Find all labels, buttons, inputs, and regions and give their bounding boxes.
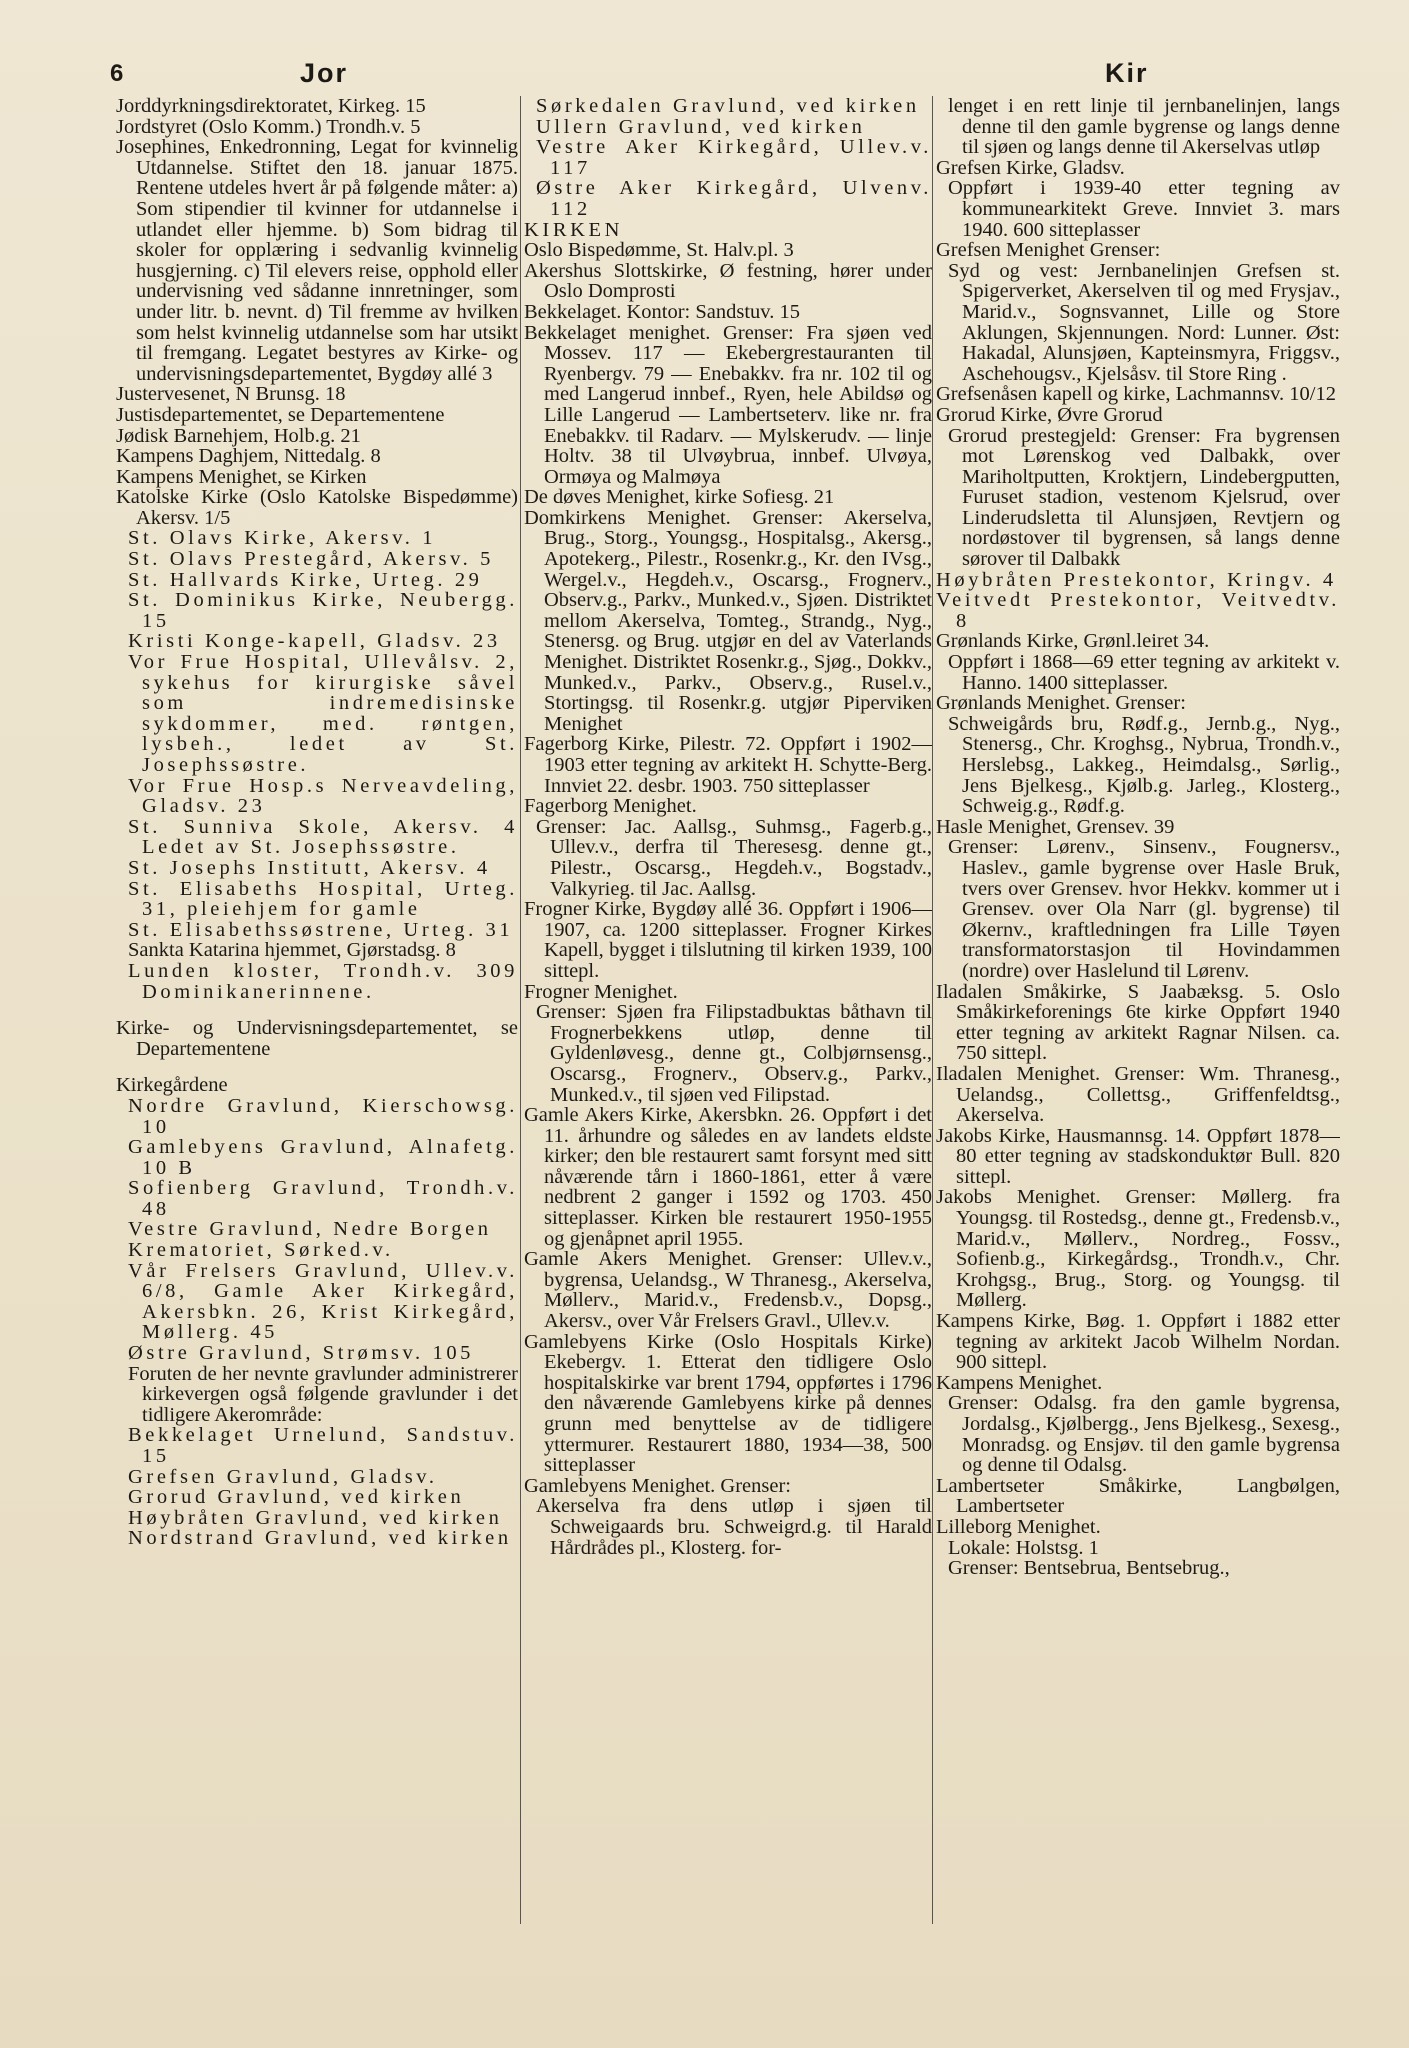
directory-entry: Akerselva fra dens utløp i sjøen til Schweigaards bru. Schweigrd.g. til Harald Hårdrådes pl., Klosterg. for- — [536, 1495, 932, 1559]
directory-entry: St. Elisabeths Hospital, Urteg. 31, pleiehjem for gamle — [128, 877, 518, 921]
directory-entry: Grefsen Gravlund, Gladsv. — [128, 1465, 438, 1488]
directory-entry: Schweigårds bru, Rødf.g., Jernb.g., Nyg., Stenersg., Chr. Kroghsg., Nybrua, Trondh.v., Herslebsg., Lakkeg., Heimdalsg., Sørlig., Jens Bjelkesg., Kjølb.g. Jarleg., Klosterg., Schweig.g., Rødf.g. — [948, 712, 1340, 818]
directory-entry: Oppført i 1868—69 etter tegning av arkitekt v. Hanno. 1400 sitteplasser. — [948, 651, 1340, 694]
directory-entry: Vor Frue Hosp.s Nerveavdeling, Gladsv. 23 — [128, 774, 518, 818]
directory-entry: De døves Menighet, kirke Sofiesg. 21 — [524, 486, 835, 509]
column-divider — [520, 96, 521, 1924]
directory-entry: Bekkelaget Urnelund, Sandstuv. 15 — [128, 1424, 518, 1467]
directory-entry: Josephines, Enkedronning, Legat for kvinnelig Utdannelse. Stiftet den 18. januar 1875. Rentene utdeles hvert år på følgende måter: a) Som stipendier til kvinner for utdannelse i utlandet eller hjemme. b) Som bidrag til skoler for opplæring i sedvanlig kvinnelig husgjerning. c) Til elevers reise, opphold eller undervisning ved sådanne innretninger, som under litr. b. nevnt. d) Til fremme av hvilken som helst kvinnelig utdannelse som har utsikt til fremgang. Legatet bestyres av Kirke- og undervisningsdepartementet, Bygdøy allé 3 — [116, 136, 518, 385]
directory-entry: St. Olavs Kirke, Akersv. 1 — [128, 527, 437, 550]
directory-entry: lenget i en rett linje til jernbanelinjen, langs denne til den gamle bygrense og langs denne til sjøen og langs denne til Akerselvas utløp — [948, 96, 1340, 159]
directory-entry: Jakobs Menighet. Grenser: Møllerg. fra Youngsg. til Rostedsg., denne gt., Fredensb.v., Marid.v., Møllerv., Nordreg., Fossv., Sofienb.g., Kirkegårdsg., Trondh.v., Chr. Krohgsg., Brug., Storg. og Youngsg. til Møllerg. — [936, 1186, 1340, 1312]
directory-entry: Nordre Gravlund, Kierschowsg. 10 — [128, 1094, 518, 1138]
directory-entry: Domkirkens Menighet. Grenser: Akerselva, Brug., Storg., Youngsg., Hospitalsg., Akersg., Apotekerg., Pilestr., Rosenkr.g., Kr. den IVsg., Wergel.v., Hegdeh.v., Oscarsg., Frognerv., Observ.g., Parkv., Munked.v., Sjøen. Distriktet mellom Akerselva, Tomteg., Strandg., Nyg., Stenersg. og Brug. utgjør en del av Vaterlands Menighet. Distriktet Rosenkr.g., Sjøg., Dokkv., Munked.v., Parkv., Observ.g., Rusel.v., Stortingsg. til Rosenkr.g. utgjør Piperviken Menighet — [524, 506, 932, 735]
directory-entry: Gamlebyens Menighet. Grenser: — [524, 1474, 791, 1497]
column-divider — [932, 96, 933, 1924]
directory-entry: Grenser: Bentsebrua, Bentsebrug., — [948, 1557, 1230, 1580]
directory-entry: Frogner Menighet. — [524, 980, 678, 1003]
directory-entry: Jordstyret (Oslo Komm.) Trondh.v. 5 — [116, 115, 421, 138]
directory-entry: Vår Frelsers Gravlund, Ullev.v. 6/8, Gamle Aker Kirkegård, Akersbkn. 26, Krist Kirkegård, Møllerg. 45 — [128, 1259, 518, 1344]
directory-entry: Kampens Daghjem, Nittedalg. 8 — [116, 445, 381, 468]
directory-entry: Akershus Slottskirke, Ø festning, hører under Oslo Domprosti — [524, 259, 932, 303]
directory-entry: Grenser: Odalsg. fra den gamle bygrensa, Jordalsg., Kjølbergg., Jens Bjelkesg., Sexesg., Monradsg. og Ensjøv. til den gamle bygrensa og denne til Odalsg. — [948, 1392, 1340, 1477]
directory-entry: Høybråten Gravlund, ved kirken — [128, 1506, 503, 1529]
directory-entry: Jødisk Barnehjem, Holb.g. 21 — [116, 424, 361, 447]
directory-entry: Østre Aker Kirkegård, Ulvenv. 112 — [536, 177, 932, 220]
directory-entry: Grorud Kirke, Øvre Grorud — [936, 403, 1163, 426]
directory-entry: Grefsen Kirke, Gladsv. — [936, 156, 1125, 179]
directory-entry: Kampens Menighet. — [936, 1371, 1103, 1394]
directory-entry: Lunden kloster, Trondh.v. 309 Dominikanerinnene. — [128, 959, 518, 1003]
directory-entry: Sankta Katarina hjemmet, Gjørstadsg. 8 — [128, 939, 456, 962]
directory-entry: Oslo Bispedømme, St. Halv.pl. 3 — [524, 239, 794, 262]
directory-entry: Sørkedalen Gravlund, ved kirken — [536, 96, 920, 117]
directory-entry: Grenser: Jac. Aallsg., Suhmsg., Fagerb.g., Ullev.v., derfra til Theresesg. denne gt., Pilestr., Oscarsg., Hegdeh.v., Bogstadv., Valkyrieg. til Jac. Aallsg. — [536, 815, 932, 900]
directory-entry: Iladalen Småkirke, S Jaabæksg. 5. Oslo Småkirkeforenings 6te kirke Oppført 1940 etter tegning av arkitekt Ragnar Nilsen. ca. 750 sittepl. — [936, 980, 1340, 1065]
directory-entry: St. Elisabethssøstrene, Urteg. 31 — [128, 918, 514, 941]
directory-entry: Frogner Kirke, Bygdøy allé 36. Oppført i 1906—1907, ca. 1200 sitteplasser. Frogner Kirkes Kapell, bygget i tilslutning til kirken 1939, 100 sittepl. — [524, 898, 932, 982]
running-head-last-word: Kir — [1105, 58, 1149, 88]
column-3 — [936, 96, 1340, 1916]
directory-entry: Kristi Konge-kapell, Gladsv. 23 — [128, 630, 501, 653]
directory-entry: St. Dominikus Kirke, Neubergg. 15 — [128, 589, 518, 632]
directory-entry: Lambertseter Småkirke, Langbølgen, Lambertseter — [936, 1474, 1340, 1518]
directory-entry: Grorud Gravlund, ved kirken — [128, 1486, 465, 1509]
directory-entry: Bekkelaget. Kontor: Sandstuv. 15 — [524, 300, 800, 323]
directory-entry: Kirke- og Undervisningsdepartementet, se Departementene — [116, 1017, 518, 1060]
directory-entry: Bekkelaget menighet. Grenser: Fra sjøen ved Mossev. 117 — Ekebergrestauranten til Ryenbergv. 79 — Enebakkv. fra nr. 102 til og med Langerud innbef., Ryen, hele Abildsø og Lille Langerud — Lambertseterv. like nr. fra Enebakkv. til Radarv. — Mylskerudv. — linje Holtv. 38 til Ulvøybrua, innbef. Ulvøya, Ormøya og Malmøya — [524, 321, 932, 488]
directory-entry: Veitvedt Prestekontor, Veitvedtv. 8 — [936, 589, 1340, 632]
directory-entry: Justisdepartementet, se Departementene — [116, 403, 445, 426]
directory-entry: Lilleborg Menighet. — [936, 1515, 1101, 1538]
directory-entry: Lokale: Holstsg. 1 — [948, 1536, 1099, 1559]
page-number: 6 — [110, 60, 124, 87]
directory-entry: Ullern Gravlund, ved kirken — [536, 115, 866, 138]
directory-entry: Oppført i 1939-40 etter tegning av kommunearkitekt Greve. Innviet 3. mars 1940. 600 sitteplasser — [948, 177, 1340, 241]
directory-entry: Nordstrand Gravlund, ved kirken — [128, 1527, 512, 1550]
directory-entry: Krematoriet, Sørked.v. — [128, 1239, 394, 1262]
column-1 — [116, 96, 518, 1916]
directory-entry: Sofienberg Gravlund, Trondh.v. 48 — [128, 1177, 518, 1220]
directory-entry: Syd og vest: Jernbanelinjen Grefsen st. Spigerverket, Akerselven til og med Frysjav., Marid.v., Sognsvannet, Lille og Store Aklungen, Skjennungen. Nord: Lunner. Øst: Hakadal, Alunsjøen, Kapteinsmyra, Friggsv., Aschehougsv., Kjelsåsv. til Store Ring . — [948, 259, 1340, 385]
directory-entry: Gamlebyens Kirke (Oslo Hospitals Kirke) Ekebergv. 1. Etterat den tidligere Oslo hospitalskirke var brent 1794, oppførtes i 1796 den nåværende Gamlebyens kirke på dennes grunn med benyttelse av de tidligere yttermurer. Restaurert 1880, 1934—38, 500 sitteplasser — [524, 1330, 932, 1477]
directory-entry: Jakobs Kirke, Hausmannsg. 14. Oppført 1878—80 etter tegning av stadskonduktør Bull. 820 sittepl. — [936, 1124, 1340, 1188]
directory-entry: Grenser: Sjøen fra Filipstadbuktas båthavn til Frognerbekkens utløp, denne til Gyldenløvesg., denne gt., Colbjørnsensg., Oscarsg., Frognerv., Observ.g., Parkv., Munked.v., til sjøen ved Filipstad. — [536, 1001, 932, 1106]
column-2 — [524, 96, 932, 1916]
directory-entry: Kampens Kirke, Bøg. 1. Oppført i 1882 etter tegning av arkitekt Jacob Wilhelm Nordan. 900 sittepl. — [936, 1310, 1340, 1374]
directory-entry: Østre Gravlund, Strømsv. 105 — [128, 1342, 475, 1365]
directory-entry: Gamle Akers Menighet. Grenser: Ullev.v., bygrensa, Uelandsg., W Thranesg., Akerselva, Møllerv., Marid.v., Fredensb.v., Dopsg., Akersv., over Vår Frelsers Gravl., Ullev.v. — [524, 1248, 932, 1333]
directory-entry: St. Sunniva Skole, Akersv. 4 Ledet av St. Josephssøstre. — [128, 815, 518, 859]
directory-entry: Grefsen Menighet Grenser: — [936, 239, 1161, 262]
directory-entry: Grenser: Lørenv., Sinsenv., Fougnersv., Haslev., gamle bygrense over Hasle Bruk, tvers over Grensev. hvor Hekkv. kommer ut i Grensev. over Ola Narr (gl. bygrense) til Økernv., kraftledningen fra Lille Tøyen transformatorstasjon til Hovindammen (nordre) over Haslelund til Lørenv. — [948, 836, 1340, 982]
directory-entry: Katolske Kirke (Oslo Katolske Bispedømme) Akersv. 1/5 — [116, 486, 518, 529]
directory-entry: Fagerborg Kirke, Pilestr. 72. Oppført i 1902—1903 etter tegning av arkitekt H. Schytte-Berg. Innviet 22. desbr. 1903. 750 sitteplasser — [524, 733, 932, 797]
directory-entry: St. Hallvards Kirke, Urteg. 29 — [128, 568, 483, 591]
directory-entry: Iladalen Menighet. Grenser: Wm. Thranesg., Uelandsg., Collettsg., Griffenfeldtsg., Akerselva. — [936, 1062, 1340, 1127]
directory-entry: Kirkegårdene — [116, 1074, 228, 1097]
running-head-first-word: Jor — [300, 58, 349, 88]
directory-entry: KIRKEN — [524, 218, 624, 241]
directory-entry: Gamle Akers Kirke, Akersbkn. 26. Oppført i det 11. århundre og således en av landets eldste kirker; den ble restaurert samt forsynt med sitt nåværende tårn i 1860-1861, etter å være nedbrent 2 ganger i 1592 og 1703. 450 sitteplasser. Kirken ble restaurert 1950-1955 og gjenåpnet april 1955. — [524, 1104, 932, 1250]
directory-entry: Gamlebyens Gravlund, Alnafetg. 10 B — [128, 1136, 518, 1179]
directory-entry: Vestre Gravlund, Nedre Borgen — [128, 1218, 492, 1241]
directory-entry: Jorddyrkningsdirektoratet, Kirkeg. 15 — [116, 96, 426, 117]
directory-entry: Høybråten Prestekontor, Kringv. 4 — [936, 568, 1337, 591]
directory-entry: Justervesenet, N Brunsg. 18 — [116, 383, 346, 406]
directory-entry: St. Josephs Institutt, Akersv. 4 — [128, 856, 491, 879]
directory-entry: Grønlands Kirke, Grønl.leiret 34. — [936, 630, 1210, 653]
directory-entry: Hasle Menighet, Grensev. 39 — [936, 815, 1175, 838]
directory-entry: Grefsenåsen kapell og kirke, Lachmannsv. 10/12 — [936, 383, 1337, 406]
directory-entry: Vestre Aker Kirkegård, Ullev.v. 117 — [536, 136, 932, 179]
directory-entry: Grorud prestegjeld: Grenser: Fra bygrensen mot Lørenskog ved Dalbakk, over Mariholtputten, Kroktjern, Lindebergputten, Furuset stadion, vestenom Kjelsrud, over Linderudsletta til Alunsjøen, Revtjern og nordøstover til bygrensen, så langs denne sørover til Dalbakk — [948, 424, 1340, 571]
directory-entry: St. Olavs Prestegård, Akersv. 5 — [128, 548, 494, 571]
directory-entry: Grønlands Menighet. Grenser: — [936, 692, 1186, 715]
directory-entry: Foruten de her nevnte gravlunder administrerer kirkevergen også følgende gravlunder i det tidligere Akerområde: — [128, 1362, 518, 1426]
directory-entry: Vor Frue Hospital, Ullevålsv. 2, sykehus for kirurgiske såvel som indremedisinske sykdommer, med. røntgen, lysbeh., ledet av St. Josephssøstre. — [128, 651, 518, 776]
directory-entry: Fagerborg Menighet. — [524, 795, 697, 818]
page-header — [0, 56, 1409, 96]
directory-entry: Kampens Menighet, se Kirken — [116, 465, 367, 488]
